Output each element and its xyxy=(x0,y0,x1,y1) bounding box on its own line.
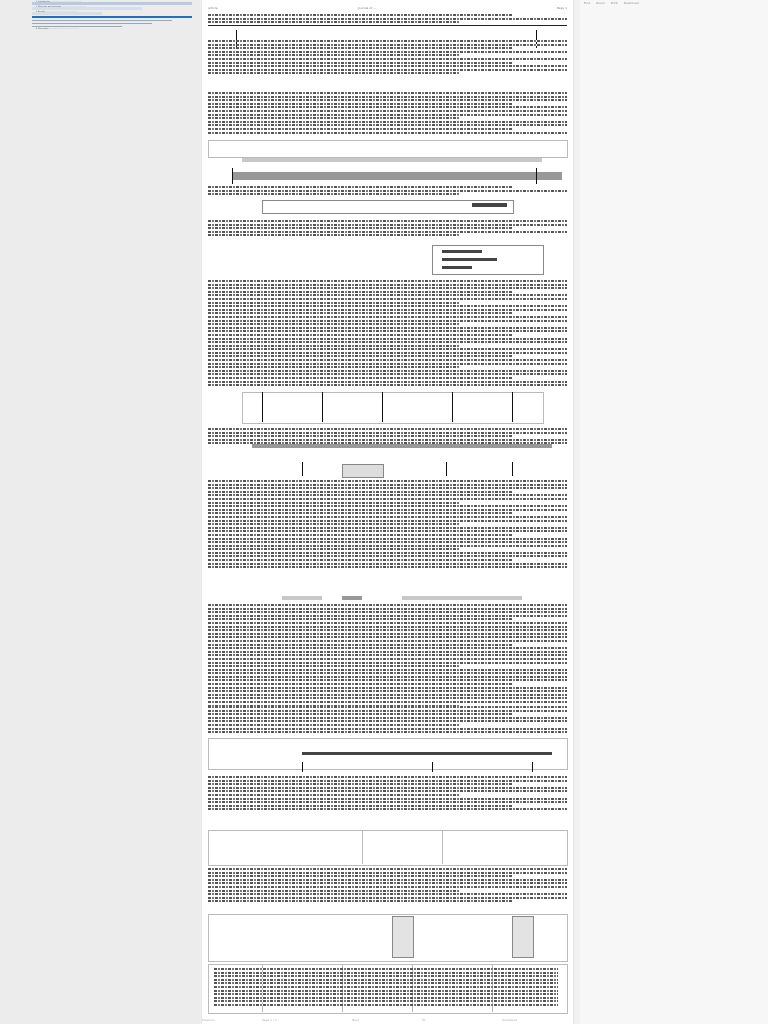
header-left: Article xyxy=(208,6,218,10)
body-text xyxy=(208,868,567,904)
body-text xyxy=(208,92,567,135)
outline-item[interactable]: 4 Discussion ............................................... xyxy=(36,28,80,30)
figure-bar xyxy=(252,444,552,448)
table-rows xyxy=(214,968,558,1008)
figure-bar xyxy=(442,266,472,269)
figure-bar xyxy=(282,596,322,600)
figure-bar xyxy=(442,250,482,253)
figure-box xyxy=(512,916,534,958)
find-button[interactable]: Find xyxy=(584,1,591,5)
divider xyxy=(362,830,363,864)
divider xyxy=(302,462,303,476)
divider xyxy=(512,462,513,476)
figure-bar xyxy=(472,203,507,207)
body-text xyxy=(208,706,567,735)
right-pane xyxy=(580,0,768,1024)
body-text xyxy=(208,280,567,388)
body-text xyxy=(208,480,567,570)
outline-item[interactable]: 1 Introduction ................................................ xyxy=(32,2,192,5)
right-toolbar xyxy=(584,1,764,5)
figure-bar xyxy=(402,596,522,600)
divider xyxy=(536,168,537,184)
outline-selection-bar xyxy=(32,16,192,18)
title-block xyxy=(208,14,567,28)
divider xyxy=(532,762,533,772)
body-text xyxy=(208,776,567,812)
page-indicator: Page 1 / 1 xyxy=(262,1018,277,1022)
table xyxy=(208,830,568,866)
divider xyxy=(512,392,513,422)
document-page xyxy=(202,0,573,1024)
divider xyxy=(302,762,303,772)
outline-details xyxy=(32,20,172,34)
divider xyxy=(452,392,453,422)
divider xyxy=(262,392,263,422)
outline-item[interactable]: 3 Results .................................................. xyxy=(32,12,192,15)
print-button[interactable]: Print xyxy=(610,1,618,5)
abstract-block xyxy=(208,40,567,76)
divider xyxy=(382,392,383,422)
table-row xyxy=(242,158,542,162)
divider xyxy=(446,462,447,476)
figure-box xyxy=(342,464,384,478)
fit-button[interactable]: Fit xyxy=(422,1018,426,1022)
body-text xyxy=(208,186,567,197)
prev-page-button[interactable]: Previous xyxy=(202,1018,215,1022)
zoom-button[interactable]: Zoom xyxy=(596,1,605,5)
body-text xyxy=(208,220,567,238)
outline-list xyxy=(32,2,192,17)
divider xyxy=(432,762,433,772)
outline-pane xyxy=(0,0,200,1024)
divider xyxy=(232,168,233,184)
figure-bar xyxy=(342,596,362,600)
divider xyxy=(442,830,443,864)
next-page-button[interactable]: Next xyxy=(352,1018,359,1022)
table xyxy=(242,392,544,424)
table-row xyxy=(302,752,552,755)
divider xyxy=(322,392,323,422)
table-row xyxy=(232,172,562,180)
page-footer xyxy=(202,1016,573,1024)
body-text xyxy=(208,604,567,708)
outline-item[interactable]: 2 Materials and methods ...................................... xyxy=(32,7,192,10)
download-button[interactable]: Download xyxy=(623,1,639,5)
figure-box xyxy=(392,916,414,958)
table xyxy=(208,140,568,158)
header-right: Page 1 xyxy=(556,6,567,10)
figure-bar xyxy=(442,258,497,261)
header-center: Journal of --- xyxy=(358,6,377,10)
footer-download-button[interactable]: Download xyxy=(502,1018,517,1022)
